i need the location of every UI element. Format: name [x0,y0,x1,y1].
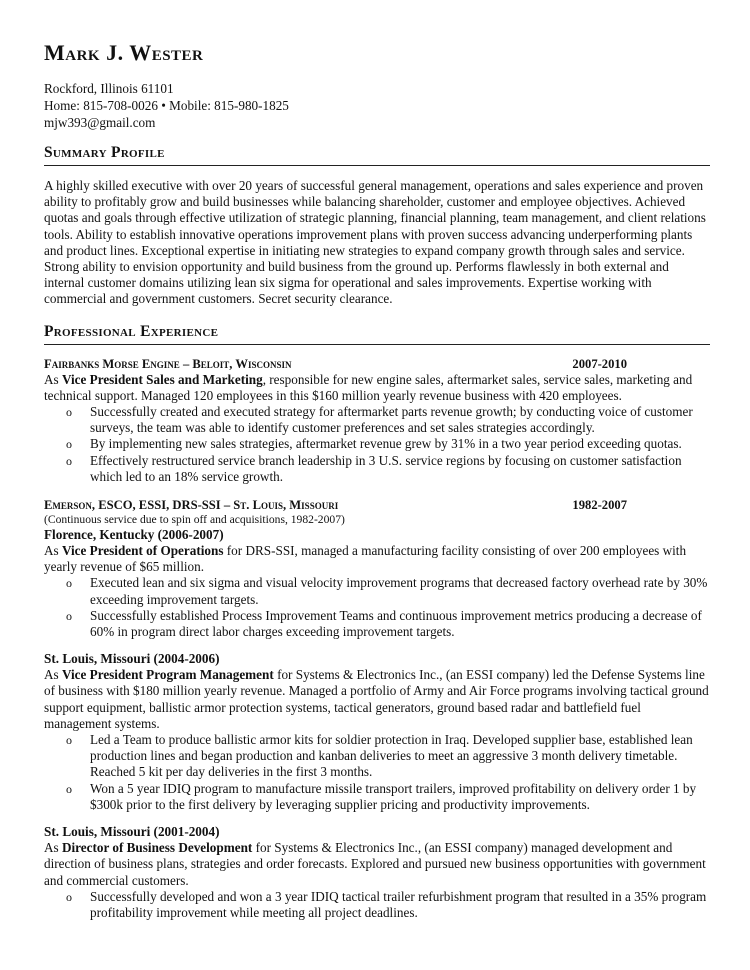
list-item: o Won a 5 year IDIQ program to manufacture missile transport trailers, improved profitability on delivery order 1 by $300k prior to the first delivery by leveraging supplier pricing and productivity improvements. [66,780,697,812]
summary-paragraph: A highly skilled executive with over 20 years of successful general management, operations and sales experience and proven ability to profitably grow and build businesses while balancing shareholder, customer and employee objectives. Achieved quotas and goals through effective utilization of strategic planning, financial planning, team management, and client relations tools. Ability to establish innovative operations improvement plans with proven success advancing underperforming plants and product lines. Exceptional expertise in initiating new strategies to expand company growth through sales and service. Strong ability to envision opportunity and build business from the ground up. Performs flawlessly in both external and internal customer domains utilizing lean six sigma for operational and sales improvements. Expertise working with commercial and government customers. Secret security clearance. [44,178,706,307]
list-item: o By implementing new sales strategies, aftermarket revenue grew by 31% in a two year period exceeding quotas. [66,436,682,452]
role-title: Director of Business Development [61,840,253,856]
achievement-list [44,404,710,485]
job-header [44,497,627,513]
list-item: o Executed lean and six sigma and visual velocity improvement programs that decreased factory overhead rate by 30% exceeding improvement targets. [66,575,708,607]
role-title: Vice President Program Management [61,667,274,683]
service-note: (Continuous service due to spin off and acquisitions, 1982-2007) [44,513,345,527]
role-description: As Vice President Program Management for Systems & Electronics Inc., (an ESSI company) led the Defense Systems line of business with $180 million yearly revenue. Managed a portfolio of Army and Air Force programs involving tactical ground support equipment, ballistic armor protection systems, tactical generators, ground based radar and battlefield fuel management systems. [44,667,709,731]
phone-line: Home: 815-708-0026 • Mobile: 815-980-1825 [44,98,289,113]
role-title: Vice President of Operations [61,543,224,559]
role-location: Florence, Kentucky (2006-2007) [44,527,224,543]
achievement-list [44,732,710,813]
candidate-name: Mark J. Wester [44,40,204,65]
address-line: Rockford, Illinois 61101 [44,81,174,96]
list-item: o Successfully developed and won a 3 year IDIQ tactical trailer refurbishment program that resulted in a 35% program profitability improvement while meeting all project deadlines. [66,888,707,920]
achievement-list [44,575,710,640]
list-item: o Successfully established Process Improvement Teams and continuous improvement metrics producing a decrease of 60% in program direct labor charges exceeding improvement targets. [66,607,702,640]
company-name: Emerson, ESCO, ESSI, DRS-SSI – St. Louis, Missouri [44,498,339,513]
email-line[interactable]: mjw393@gmail.com [44,115,156,130]
list-item: o Led a Team to produce ballistic armor kits for soldier protection in Iraq. Developed supplier base, established lean production lines and began production and kanban deliveries to meet an aggressive 3 month delivery timetable. Reached 5 kit per day deliveries in the first 3 months. [66,732,693,780]
contact-block [44,80,710,131]
bullet-marker: o [66,781,72,796]
bullet-marker: o [66,437,72,452]
bullet-marker: o [66,576,72,591]
list-item: o Effectively restructured service branch leadership in 3 U.S. service regions by focusing on customer satisfaction which led to an 18% service growth. [66,452,682,484]
job-header [44,356,627,372]
role-description: As Director of Business Development for Systems & Electronics Inc., (an ESSI company) managed development and direction of business plans, strategies and order forecasts. Explored and pursued new business opportunities with government and commercial customers. [44,840,706,888]
bullet-marker: o [66,453,72,468]
bullet-marker: o [66,608,72,623]
experience-heading: Professional Experience [44,322,710,345]
role-description: As Vice President of Operations for DRS-SSI, managed a manufacturing facility consisting of over 200 employees with yearly revenue of $65 million. [44,543,687,575]
role-location: St. Louis, Missouri (2004-2006) [44,651,220,667]
bullet-marker: o [66,405,72,420]
bullet-marker: o [66,733,72,748]
job-dates: 2007-2010 [572,356,627,371]
summary-heading: Summary Profile [44,143,710,166]
bullet-marker: o [66,889,72,904]
company-name: Fairbanks Morse Engine – Beloit, Wisconsin [44,356,292,371]
job-dates: 1982-2007 [572,498,627,513]
achievement-list [44,889,710,921]
role-location: St. Louis, Missouri (2001-2004) [44,824,220,840]
list-item: o Successfully created and executed strategy for aftermarket parts revenue growth; by conducting voice of customer surveys, the team was able to identify customer preferences and set sales strategies accordingly. [66,404,693,436]
role-description: As Vice President Sales and Marketing, responsible for new engine sales, aftermarket sales, service sales, marketing and technical support. Managed 120 employees in this $160 million yearly revenue business with 420 employees. [44,371,693,403]
role-title: Vice President Sales and Marketing [61,371,263,387]
